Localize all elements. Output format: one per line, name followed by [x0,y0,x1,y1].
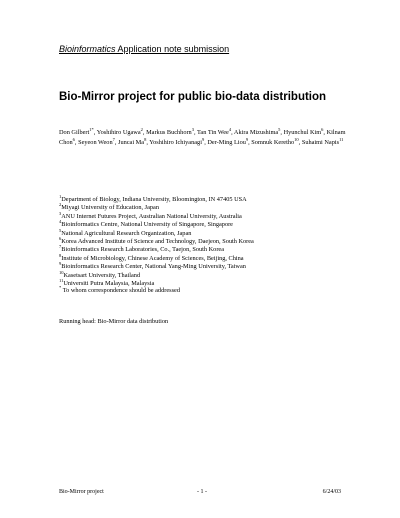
affiliation-item [59,269,359,280]
affiliation-number: 1 [59,194,62,199]
submission-note [59,44,339,55]
affiliation-text: Bioinformatics Research Laboratories, Co., Taejon, South Korea [61,246,225,254]
author-separator: , [146,138,150,146]
affiliation-text: Kasetsart University, Thailand [63,271,141,279]
correspondence-note [59,287,359,295]
author-name: Tan Tin Wee [197,129,229,136]
author-name: Seyeon Weon [78,138,113,146]
affiliation-number: 10 [59,269,64,275]
affiliation-list [59,196,359,288]
affiliation-number: 2 [59,202,62,208]
author [59,129,97,136]
author [118,136,150,146]
author-name: Juncai Ma [118,138,145,146]
affiliation-item [59,263,359,271]
author [234,129,284,136]
correspondence-text: To whom correspondence should be addressed [62,287,180,294]
author-name: Somnuk Keretho [251,138,295,146]
affiliation-text: Miyagi University of Education, Japan [61,204,160,212]
author-separator: , [114,138,118,146]
page-number: - 1 - [197,489,207,495]
author-separator: , [74,138,79,146]
author [207,136,252,146]
author-separator: , [280,129,284,136]
author-affiliation-mark: 6 [72,136,75,142]
author [146,129,197,136]
author [197,129,234,136]
footer-date: 6/24/03 [322,489,341,495]
affiliation-number: 5 [59,227,62,233]
paper-title: Bio-Mirror project for public bio-data distribution [59,91,327,103]
page-footer [59,488,341,497]
affiliation-text: Bioinformatics Research Center, National Yang-Ming University, Taiwan [61,263,246,271]
author-name: Yoshihiro Ugawa [96,129,141,136]
running-head: Running head: Bio-Mirror data distribution [59,318,169,325]
author-affiliation-mark: 4 [228,127,232,132]
affiliation-number: 9 [59,261,62,267]
author-affiliation-mark: 9 [245,136,249,142]
author-affiliation-mark: 2 [140,127,143,132]
affiliation-text: ANU Internet Futures Project, Australian National University, Australia [61,212,242,220]
affiliation-text: Department of Biology, Indiana University, Bloomington, IN 47405 USA [61,196,247,203]
author-name: Der-Ming Liou [207,138,246,146]
author [78,136,118,146]
author-separator: , [248,138,252,146]
author-separator: , [323,129,327,136]
author-name: Suhaimi Napis [301,138,340,146]
affiliation-item [59,246,359,254]
author [251,136,302,146]
affiliation-number: 8 [59,252,62,258]
affiliation-text: National Agricultural Research Organization, Japan [61,229,192,237]
affiliation-number: 11 [59,278,64,284]
author-affiliation-mark: 5 [278,127,281,132]
author-affiliation-mark: 9 [201,136,205,142]
author [284,129,327,136]
author-name: Yoshihiro Ichiyanagi [149,138,202,146]
affiliation-number: 6 [59,236,62,242]
author-affiliation-mark: 8 [144,136,147,142]
author [301,136,344,146]
author-separator: , [204,138,208,146]
journal-name: Bioinformatics [59,44,116,54]
submission-type: Application note submission [115,44,230,54]
author-list [59,128,359,147]
affiliation-number: 3 [59,210,62,216]
affiliation-text: Institute of Microbiology, Chinese Academy of Sciences, Beijing, China [61,254,244,262]
author-affiliation-mark: 1* [89,127,94,132]
author-name: Don Gilbert [59,129,90,136]
author-affiliation-mark: 11 [339,136,344,142]
author-separator: , [231,129,234,136]
correspondence-mark: * [59,285,62,290]
affiliation-number: 4 [59,219,62,225]
author [97,129,146,136]
author-name: Markus Buchhorn [146,129,192,136]
footer-left: Bio-Mirror project [59,489,104,495]
author-separator: , [142,129,147,136]
affiliation-number: 7 [59,244,62,250]
affiliation-item [59,227,359,238]
author-name: Kilnam Chon [59,129,346,146]
author-name: Hyunchul Kim [283,129,322,136]
affiliation-text: Korea Advanced Institute of Science and Technology, Daejeon, South Korea [61,238,254,246]
author-separator: , [93,129,97,136]
author-separator: , [298,138,302,146]
author-affiliation-mark: 6 [321,127,324,132]
affiliation-text: Bioinformatics Centre, National University of Singapore, Singapore [61,221,233,229]
affiliation-text: Universiti Putra Malaysia, Malaysia [63,280,155,288]
affiliation-item [59,252,359,263]
author-affiliation-mark: 7 [112,136,115,142]
affiliation-item [59,221,359,229]
submission-note-text [59,44,229,54]
author-name: Akira Mizushima [233,129,279,136]
author [149,136,208,146]
author-affiliation-mark: 3 [191,127,194,132]
affiliation-item [59,204,359,212]
author-separator: , [193,129,198,136]
affiliation-item [59,210,359,221]
author-affiliation-mark: 10 [294,136,299,142]
